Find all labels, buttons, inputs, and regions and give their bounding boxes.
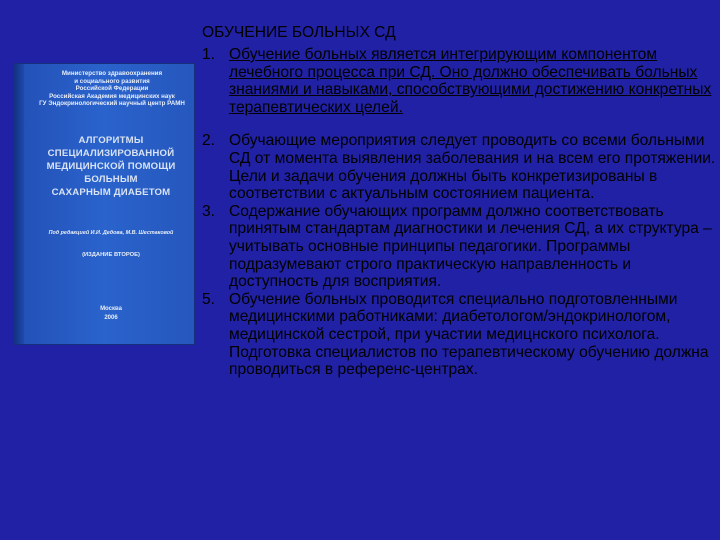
book-edition: (ИЗДАНИЕ ВТОРОЕ): [82, 252, 140, 258]
book-cover-image: [14, 64, 194, 344]
list-item-number: 1.: [202, 46, 216, 63]
book-publisher-line: и социального развития: [74, 77, 150, 85]
list-item-text: Обучение больных является интегрирующим компонентом лечебного процесса при СД. Оно должно обеспечивать больных знаниями и навыками, способствующими достижению конкретных терапевтических целей.: [229, 46, 712, 116]
book-title-line: МЕДИЦИНСКОЙ ПОМОЩИ: [46, 161, 176, 172]
book-title: [32, 134, 190, 199]
book-publisher: [36, 70, 188, 108]
book-publisher-line: Российской Федерации: [75, 85, 149, 93]
book-city: Москва: [100, 306, 122, 312]
book-publisher-line: Министерство здравоохранения: [61, 70, 163, 77]
book-publisher-line: ГУ Эндокринологический научный центр РАМН: [39, 100, 185, 108]
book-title-line: АЛГОРИТМЫ: [78, 135, 144, 146]
list-item: [202, 291, 718, 379]
book-editors: Под редакцией И.И. Дедова, М.В. Шестаковой: [48, 230, 174, 236]
book-title-line: САХАРНЫМ ДИАБЕТОМ: [51, 187, 171, 198]
book-year: 2006: [104, 315, 118, 321]
list-item-number: 5.: [202, 290, 216, 308]
book-spine: [14, 64, 24, 344]
slide-content: [202, 24, 718, 379]
list-item-text: Содержание обучающих программ должно соответствовать принятым стандартам диагностики и лечения СД, а их структура – учитывать основные принципы педагогики. Программы подразумевают строго практическую направленность и доступность для восприятия.: [229, 202, 712, 291]
list-item-text: Обучающие мероприятия следует проводить со всеми больными СД от момента выявления заболевания и на всем его протяжении. Цели и задачи обучения должны быть конкретизированы в соответствии с актуальным состоянием пациента.: [229, 132, 716, 203]
book-publisher-line: Российская Академия медицинских наук: [49, 92, 175, 100]
book-title-line: БОЛЬНЫМ: [84, 174, 138, 185]
book-title-line: СПЕЦИАЛИЗИРОВАННОЙ: [47, 148, 175, 159]
list-item: [202, 203, 718, 291]
list-item: [202, 132, 718, 202]
list-item-number: 3.: [202, 202, 216, 220]
list-item-text: Обучение больных проводится специально подготовленными медицинскими работниками: диабетологом/эндокринологом, медицинской сестрой, при участии медицнского психолога. Подготовка специалистов по терапевтическому обучению должна проводиться в референс-центрах.: [229, 290, 709, 379]
slide-heading: ОБУЧЕНИЕ БОЛЬНЫХ СД: [202, 24, 396, 41]
list-item-number: 2.: [202, 132, 216, 150]
list-item: [202, 46, 718, 116]
